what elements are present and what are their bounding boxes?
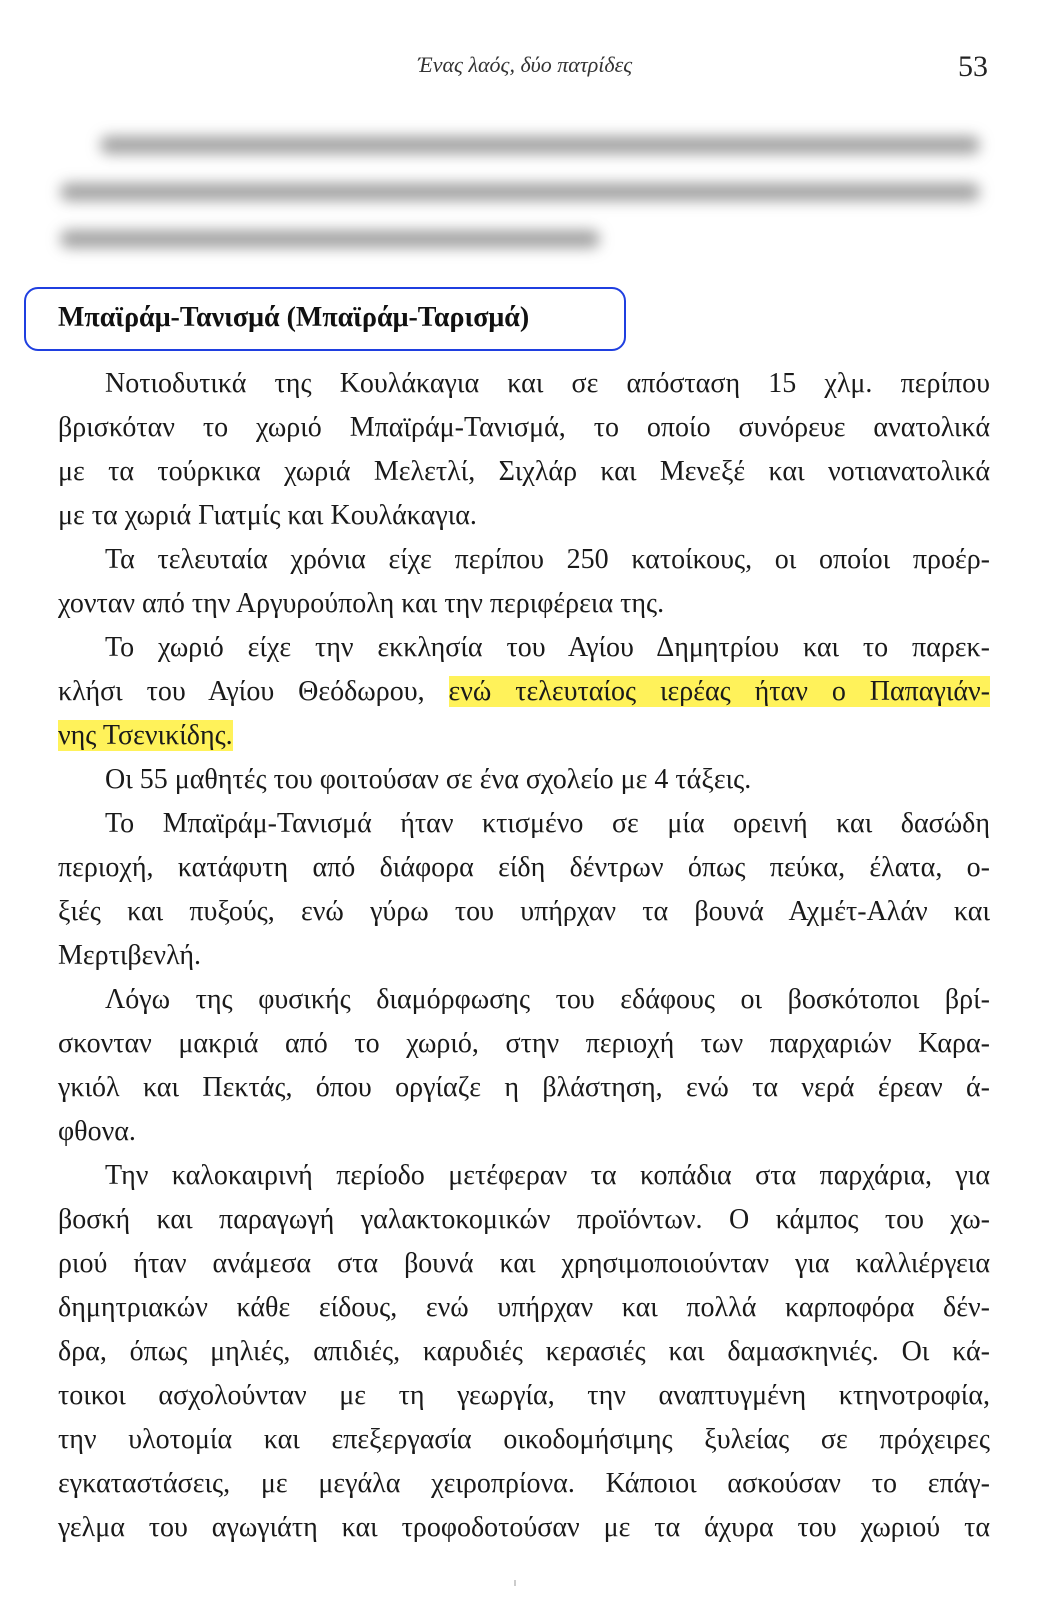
text-line: Μερτιβενλή. <box>58 940 202 971</box>
text-line: Νοτιοδυτικά της Κουλάκαγια και σε απόσταση 15 χλμ. περίπου <box>105 368 990 399</box>
text-line: γελμα του αγωγιάτη και τροφοδοτούσαν με τα άχυρα του χωριού τα <box>58 1512 990 1543</box>
blurred-paragraph <box>60 118 990 268</box>
text-line: χονταν από την Αργυρούπολη και την περιφέρεια της. <box>58 588 665 619</box>
text-line: γκιόλ και Πεκτάς, όπου οργίαζε η βλάστηση, ενώ τα νερά έρεαν ά- <box>58 1072 990 1103</box>
text-line: Την καλοκαιρινή περίοδο μετέφεραν τα κοπάδια στα παρχάρια, για <box>105 1160 990 1191</box>
text-line: βρισκόταν το χωριό Μπαϊράμ-Τανισμά, το οποίο συνόρευε ανατολικά <box>58 412 990 443</box>
text-line: Τα τελευταία χρόνια είχε περίπου 250 κατοίκους, οι οποίοι προέρ- <box>105 544 990 575</box>
text-line: τοικοι ασχολούνταν με τη γεωργία, την αναπτυγμένη κτηνοτροφία, <box>58 1380 990 1411</box>
highlighted-text: νης Τσενικίδης. <box>58 720 233 751</box>
text-line: εγκαταστάσεις, με μεγάλα χειροπρίονα. Κάποιοι ασκούσαν το επάγ- <box>58 1468 990 1499</box>
text-line: δρα, όπως μηλιές, απιδιές, καρυδιές κερασιές και δαμασκηνιές. Οι κά- <box>58 1336 990 1367</box>
text-line: περιοχή, κατάφυτη από διάφορα είδη δέντρων όπως πεύκα, έλατα, ο- <box>58 852 990 883</box>
text-line: ξιές και πυξούς, ενώ γύρω του υπήρχαν τα βουνά Αχμέτ-Αλάν και <box>58 896 990 927</box>
text-line: δημητριακών κάθε είδους, ενώ υπήρχαν και πολλά καρποφόρα δέν- <box>58 1292 990 1323</box>
text-line: σκονταν μακριά από το χωριό, στην περιοχή των παρχαριών Καρα- <box>58 1028 990 1059</box>
text-line: φθονα. <box>58 1116 136 1147</box>
section-heading: Μπαϊράμ-Τανισμά (Μπαϊράμ-Ταρισμά) <box>58 302 530 333</box>
text-line: Λόγω της φυσικής διαμόρφωσης του εδάφους οι βοσκότοποι βρί- <box>105 984 990 1015</box>
text-line <box>58 670 990 714</box>
text-line: με τα χωριά Γιατμίς και Κουλάκαγια. <box>58 500 477 531</box>
text-line: βοσκή και παραγωγή γαλακτοκομικών προϊόντων. Ο κάμπος του χω- <box>58 1204 990 1235</box>
text-line <box>58 714 990 758</box>
page-number: 53 <box>958 50 988 83</box>
highlighted-text: ενώ τελευταίος ιερέας ήταν ο Παπαγιάν- <box>448 676 991 707</box>
text-line: ριού ήταν ανάμεσα στα βουνά και χρησιμοποιούνταν για καλλιέργεια <box>58 1248 990 1279</box>
running-header-title: Ένας λαός, δύο πατρίδες <box>417 52 633 77</box>
text-line: Οι 55 μαθητές του φοιτούσαν σε ένα σχολείο με 4 τάξεις. <box>105 764 752 795</box>
text-line: την υλοτομία και επεξεργασία οικοδομήσιμης ξυλείας σε πρόχειρες <box>58 1424 990 1455</box>
text-line: Το χωριό είχε την εκκλησία του Αγίου Δημητρίου και το παρεκ- <box>105 632 990 663</box>
text-segment: κλήσι του Αγίου Θεόδωρου, <box>58 676 449 707</box>
page-mark <box>514 1580 516 1586</box>
text-line: Το Μπαϊράμ-Τανισμά ήταν κτισμένο σε μία ορεινή και δασώδη <box>105 808 990 839</box>
text-line: με τα τούρκικα χωριά Μελετλί, Σιχλάρ και Μενεξέ και νοτιανατολικά <box>58 456 990 487</box>
